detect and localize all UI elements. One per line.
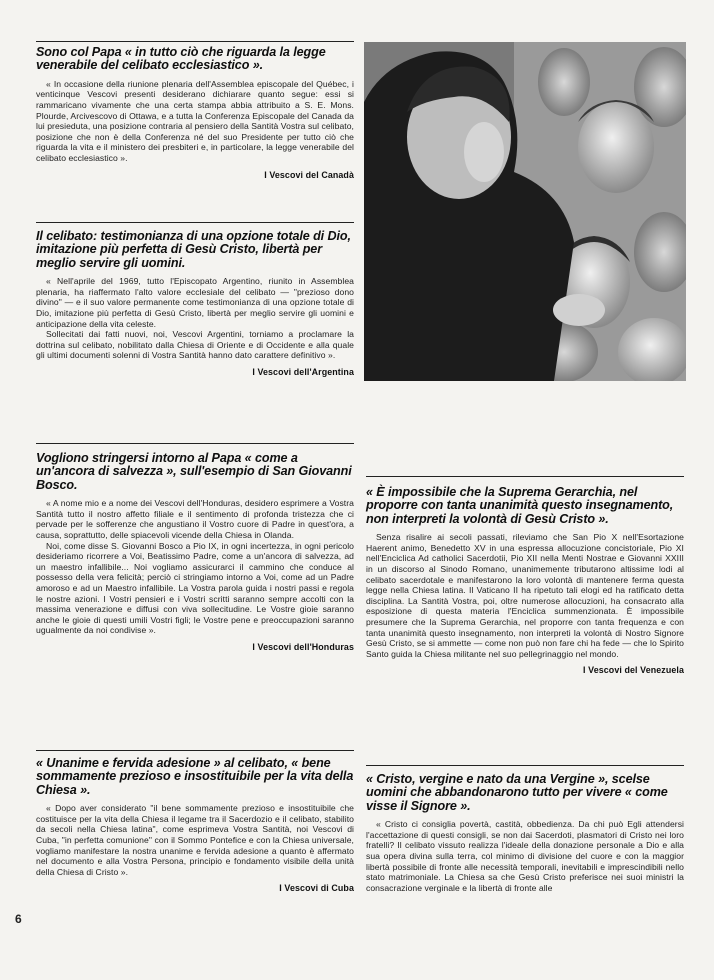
article-signature: I Vescovi dell'Argentina (252, 366, 354, 377)
article-cuba (36, 757, 354, 894)
article-body (36, 803, 354, 877)
article-headline: Vogliono stringersi intorno al Papa « come a un'ancora di salvezza », sull'esempio di San Giovanni Bosco. (36, 451, 352, 492)
article-argentina (36, 230, 354, 378)
article-body (366, 532, 684, 659)
article-headline: « Cristo, vergine e nato da una Vergine », scelse uomini che abbandonarono tutto per vivere « come visse il Signore ». (366, 772, 668, 813)
photo-priest-with-children (364, 42, 686, 381)
article-paragraph: Sollecitati dai fatti nuovi, noi, Vescovi Argentini, torniamo a proclamare la dottrina sul celibato, nobilitato dalla Chiesa di Oriente e di Occidente e alla quale gli ultimi documenti solenni di Vostra Santità hanno dato carattere definitivo ». (36, 329, 354, 361)
page-number: 6 (15, 912, 22, 926)
article-paragraph: Senza risalire ai secoli passati, rileviamo che San Pio X nell'Esortazione Haerent animo, Benedetto XV in una espressa allocuzione concistoriale, Pio XI nell'Enciclica Ad catholici Sacerdotii, Pio XII nella Menti Nostrae e Giovanni XXIII in un discorso al Sinodo Romano, unanimemente tributarono altissime lodi al celibato sacerdotale e manifestarono la loro volontà di mantenere ferma questa legge nella Chiesa latina. Il Vaticano II ha ripetuto tali elogi ed ha ratificato detta disciplina. La Santità Vostra, poi, oltre numerose allocuzioni, ha consacrato alla esposizione di questa materia l'Enciclica summenzionata. È impossibile presumere che la Suprema Gerarchia, nel proporre con tanta frequenza e con tanta unanimità questo insegnamento, non interpreti la volontà di Nostro Signore Gesù Cristo, se si ammette — come non può non fare chi ha fede — che lo Spirito Santo guida la Chiesa militante nel suo pellegrinaggio nel mondo. (366, 532, 684, 659)
article-paragraph: « Nell'aprile del 1969, tutto l'Episcopato Argentino, riunito in Assemblea plenaria, ha riaffermato l'alto valore ecclesiale del celibato — "prezioso dono divino" — e il suo valore permanente come testimonianza di una opzione totale di Dio, imitazione più perfetta di Gesù Cristo, libertà per meglio servire gli uomini e anticipazione della vita celeste. (36, 276, 354, 329)
article-headline: « È impossibile che la Suprema Gerarchia, nel proporre con tanta unanimità questo insegnamento, non interpreti la volontà di Gesù Cristo ». (366, 485, 674, 526)
article-headline: « Unanime e fervida adesione » al celibato, « bene sommamente prezioso e insostituibile per la vita della Chiesa ». (36, 756, 354, 797)
divider-rule (36, 443, 354, 444)
article-signature: I Vescovi del Canadà (264, 169, 354, 180)
article-body (36, 498, 354, 636)
article-honduras (36, 452, 354, 653)
divider-rule (366, 765, 684, 766)
top-rule (36, 41, 354, 42)
article-body (366, 819, 684, 893)
divider-rule (36, 750, 354, 751)
photo-image (364, 42, 686, 381)
article-body (36, 79, 354, 164)
article-paragraph: Noi, come disse S. Giovanni Bosco a Pio IX, in ogni incertezza, in ogni pericolo desideriamo ricorrere a Voi, Beatissimo Padre, come a un'ancora di salvezza, ad un maestro infallibile... Noi vogliamo assicurarci il cammino che conduce al possesso della vera felicità; perciò ci stringiamo intorno a Voi, come ad un Padre amoroso e ad un Maestro infallibile. La Vostra parola guida i nostri passi e regola le nostre azioni. I Vostri pensieri e i Vostri scritti saranno sempre accolti con la massima venerazione e diffusi con viva sollecitudine. Le Vostre gioie saranno anche le gioie di questi umili Vostri figli; le Vostre pene e preoccupazioni saranno ugualmente da noi condivise ». (36, 540, 354, 636)
article-cristo-vergine (366, 773, 684, 893)
article-paragraph: « Cristo ci consiglia povertà, castità, obbedienza. Da chi può Egli attendersi l'accettazione di questi consigli, se non dai Sacerdoti, plasmatori di Cristo nei loro fratelli? Il celibato vissuto realizza l'ideale della donazione personale a Dio e alla sua opera divina sulla terra, col minimo di divisione del cuore e con la maggior libertà possibile di fronte alle necessità temporali, inevitabili e imprescindibili nello stato matrimoniale. La Chiesa sa che Gesù Cristo preferisce nei suoi ministri la consacrazione verginale e la libertà di fronte alle (366, 819, 684, 893)
article-headline: Sono col Papa « in tutto ciò che riguarda la legge venerabile del celibato ecclesiastico ». (36, 45, 326, 73)
divider-rule (366, 476, 684, 477)
article-headline: Il celibato: testimonianza di una opzione totale di Dio, imitazione più perfetta di Gesù Cristo, libertà per meglio servire gli uomini. (36, 229, 351, 270)
article-venezuela (366, 486, 684, 676)
article-canada (36, 46, 354, 181)
article-signature: I Vescovi di Cuba (279, 883, 354, 894)
divider-rule (36, 222, 354, 223)
article-paragraph: « In occasione della riunione plenaria dell'Assemblea episcopale del Québec, i venticinque Vescovi presenti desiderano dichiarare quanto segue: essi si rammaricano vivamente che una certa stampa abbia attribuito a S. E. Mons. Plourde, Arcivescovo di Ottawa, e a tutta la Conferenza Episcopale del Canada da lui presieduta, una posizione contraria al pensiero della Santità Vostra sul celibato, posizione che non è della Conferenza né del suo Presidente per tutto ciò che riguarda la vita e il ministero dei presbiteri e, in particolare, la legge venerabile del celibato ecclesiastico ». (36, 78, 354, 163)
article-signature: I Vescovi dell'Honduras (252, 641, 354, 652)
article-paragraph: « A nome mio e a nome dei Vescovi dell'Honduras, desidero esprimere a Vostra Santità tutto il nostro affetto filiale e il sentimento di profonda tristezza che ci pervade per le sofferenze che angustiano il Vostro cuore di Padre in quest'ora, a causa, soprattutto, delle spiacevoli vicende della Chiesa in Olanda. (36, 498, 354, 540)
article-body (36, 276, 354, 361)
article-paragraph: « Dopo aver considerato "il bene sommamente prezioso e insostituibile che costituisce per la vita della Chiesa il legame tra il Sacerdozio e il celibato, stabilito da secoli nella Chiesa latina", come esprimeva Vostra Santità, noi Vescovi di Cuba, "in perfetta comunione" con il Sommo Pontefice e con la Chiesa universale, vogliamo manifestare la nostra unanime e fervida adesione a quanto è affermato nel documento e alla Vostra Persona, principio e fondamento visibile della unità della Chiesa di Cristo ». (36, 803, 354, 877)
article-signature: I Vescovi del Venezuela (583, 665, 684, 676)
